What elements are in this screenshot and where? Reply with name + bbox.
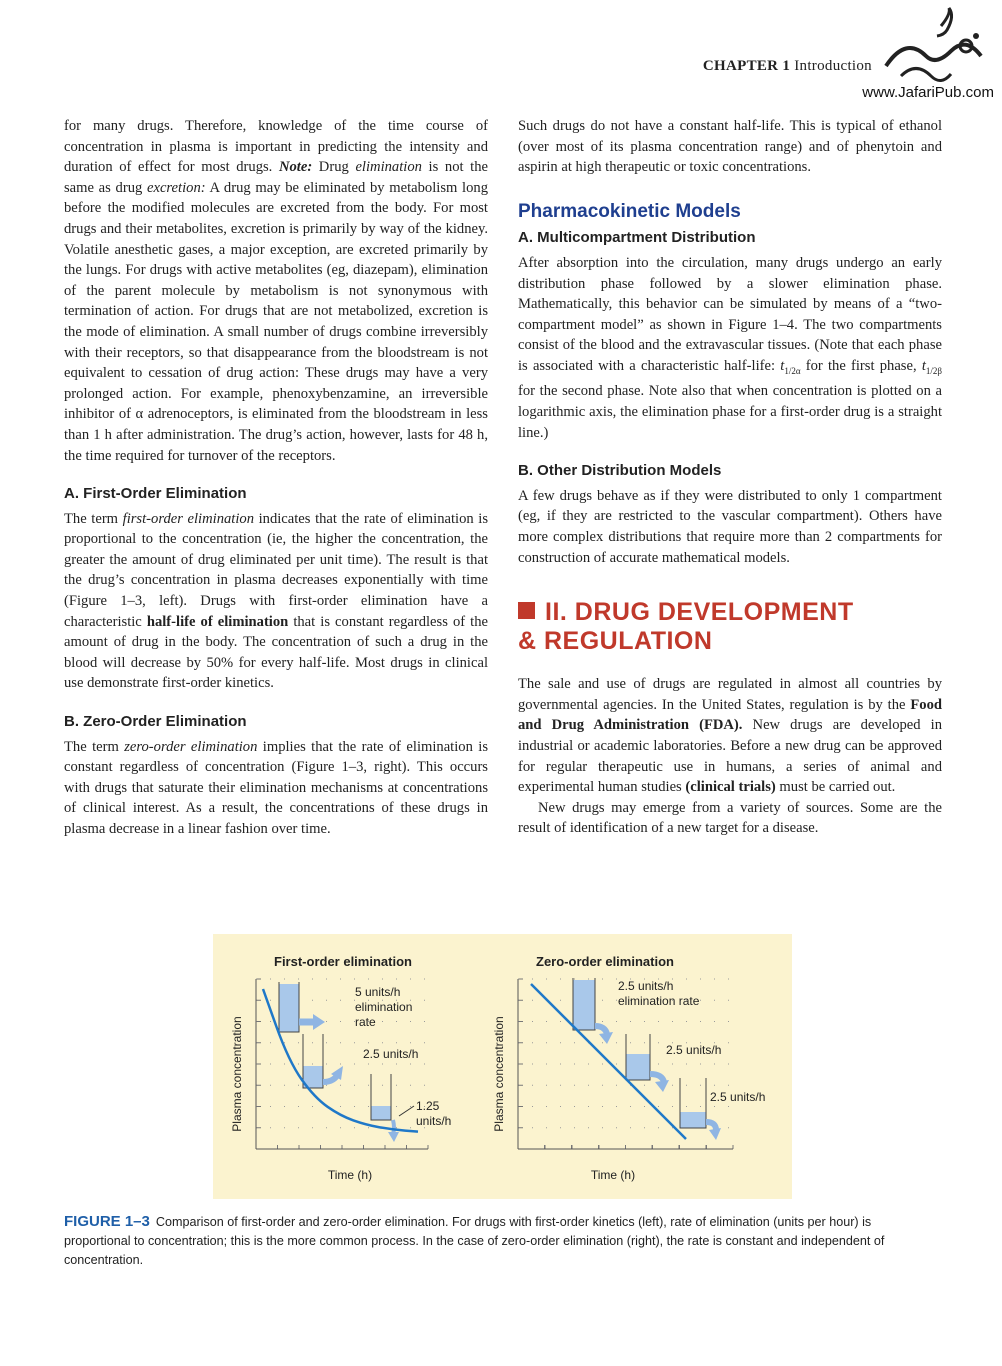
publisher-url: www.JafariPub.com xyxy=(862,84,994,101)
chapter-number: CHAPTER 1 xyxy=(702,58,791,74)
paragraph-new-drugs: New drugs may emerge from a variety of sources. Some are the result of identification of a new target for a disease. xyxy=(518,799,942,837)
beaker-first-1 xyxy=(279,982,325,1032)
heading-other-models: B. Other Distribution Models xyxy=(518,462,722,480)
section-heading-line1: II. DRUG DEVELOPMENT xyxy=(545,598,854,627)
first-rate-label-3: rate xyxy=(355,1015,376,1029)
zero-rate-label-1: 2.5 units/h xyxy=(618,979,674,993)
section-heading-line2: & REGULATION xyxy=(518,627,713,656)
beaker-zero-2 xyxy=(626,1034,669,1092)
first-rate-label-6: units/h xyxy=(416,1114,452,1128)
figure-label: FIGURE 1–3 xyxy=(64,1213,150,1230)
beaker-first-2 xyxy=(303,1034,343,1088)
beaker-zero-1 xyxy=(573,978,613,1044)
section-square-icon xyxy=(518,602,535,619)
heading-zero-order: B. Zero-Order Elimination xyxy=(64,713,247,731)
first-order-plot xyxy=(230,979,451,1182)
zero-rate-label-4: 2.5 units/h xyxy=(710,1090,766,1104)
zero-order-plot xyxy=(492,978,765,1182)
figure-caption-text: Comparison of first-order and zero-order elimination. For drugs with first-order kinetics (left), rate of elimination (units per hour) is proportional to concentration; this is the more common process. In the case of zero-order elimination (right), the rate is constant and independent of concentration. xyxy=(64,1215,885,1267)
first-order-ylabel: Plasma concentration xyxy=(230,1016,244,1132)
right-column xyxy=(518,116,942,839)
section-heading xyxy=(518,598,942,656)
paragraph-no-half-life: Such drugs do not have a constant half-life. This is typical of ethanol (over most of its plasma concentration range) and of phenytoin and aspirin at high therapeutic or toxic concentrations. xyxy=(518,118,942,176)
zero-order-xlabel: Time (h) xyxy=(590,1168,636,1182)
paragraph-elimination-intro: for many drugs. Therefore, knowledge of the time course of concentration in plasma is important in predicting the intensity and duration of effect for most drugs. Note: Drug elimination is not the same as drug excretion: A drug may be eliminated by metabolism long before the modified molecules are excreted from the body. For most drugs and their metabolites, excretion is primarily by way of the kidney. Volatile anesthetic gases, a major exception, are excreted primarily by the lungs. For drugs with active metabolites (eg, diazepam), elimination of the parent molecule by metabolism is not synonymous with termination of action. For drugs that are not metabolized, excretion is the mode of elimination. A small number of drugs combine irreversibly with their receptors, so that disappearance from the bloodstream is not equivalent to cessation of drug action: These drugs may have a very prolonged action. For example, phenoxybenzamine, an irreversible inhibitor of α adrenoceptors, is eliminated from the bloodstream in less than 1 h after administration. The drug’s action, however, lasts for 48 h, the time required for turnover of the receptors. xyxy=(64,118,488,464)
beaker-zero-3 xyxy=(680,1078,721,1140)
paragraph-regulation: The sale and use of drugs are regulated in almost all countries by governmental agencies. In the United States, regulation is by the Food and Drug Administration (FDA). New drugs are developed in industrial or academic laboratories. Before a new drug can be approved for regular therapeutic use in humans, a series of animal and experimental human studies (clinical trials) must be carried out. xyxy=(518,676,942,796)
zero-order-title: Zero-order elimination xyxy=(536,954,674,969)
first-order-title: First-order elimination xyxy=(274,954,412,969)
left-column xyxy=(64,116,488,840)
figure-svg xyxy=(213,934,792,1199)
first-order-xlabel: Time (h) xyxy=(327,1168,373,1182)
heading-pharmacokinetic-models: Pharmacokinetic Models xyxy=(518,200,741,222)
first-rate-label-1: 5 units/h xyxy=(355,985,401,999)
paragraph-zero-order: The term zero-order elimination implies that the rate of elimination is constant regardless of concentration (Figure 1–3, right). This occurs with drugs that saturate their elimination mechanisms at concentrations of clinical interest. As a result, the concentrations of these drugs in plasma decrease in a linear fashion over time. xyxy=(64,738,488,837)
first-rate-label-2: elimination xyxy=(355,1000,413,1014)
first-rate-pointer xyxy=(399,1106,414,1116)
paragraph-first-order: The term first-order elimination indicates that the rate of elimination is proportional to the concentration (ie, the higher the concentration, the greater the amount of drug eliminated per unit time). The result is that the drug’s concentration in plasma decreases exponentially with time (Figure 1–3, left). Drugs with first-order elimination have a characteristic half-life of elimination that is constant regardless of the amount of drug in the body. The concentration of such a drug in the blood will decrease by 50% for every half-life. Most drugs in clinical use demonstrate first-order kinetics. xyxy=(64,510,489,692)
figure-1-3 xyxy=(213,934,792,1199)
zero-rate-label-3: 2.5 units/h xyxy=(666,1043,722,1057)
first-rate-label-4: 2.5 units/h xyxy=(363,1047,419,1061)
heading-multicompartment: A. Multicompartment Distribution xyxy=(518,229,756,247)
figure-caption xyxy=(64,1212,934,1270)
beaker-first-3 xyxy=(371,1074,399,1142)
first-rate-label-5: 1.25 xyxy=(416,1099,440,1113)
zero-order-ylabel: Plasma concentration xyxy=(492,1016,506,1132)
chapter-title: Introduction xyxy=(794,58,872,74)
heading-first-order: A. First-Order Elimination xyxy=(64,485,247,503)
zero-rate-label-2: elimination rate xyxy=(618,994,700,1008)
paragraph-other-models: A few drugs behave as if they were distributed to only 1 compartment (eg, if they are restricted to the vascular compartment). Others have more complex distributions that require more than 2 compartments for construction of accurate mathematical models. xyxy=(518,487,942,566)
paragraph-multicompartment: After absorption into the circulation, many drugs undergo an early distribution phase followed by a slower elimination phase. Mathematically, this behavior can be simulated by means of a “two-compartment model” as shown in Figure 1–4. The two compartments consist of the blood and the extravascular tissues. (Note that each phase is associated with a characteristic half-life: $t_{1/2\alpha}$ for the first phase, $t_{1/2\beta}$ for the second phase. Note also that when concentration is plotted on a logarithmic axis, the elimination phase for a first-order drug is a straight line.) xyxy=(518,254,942,441)
